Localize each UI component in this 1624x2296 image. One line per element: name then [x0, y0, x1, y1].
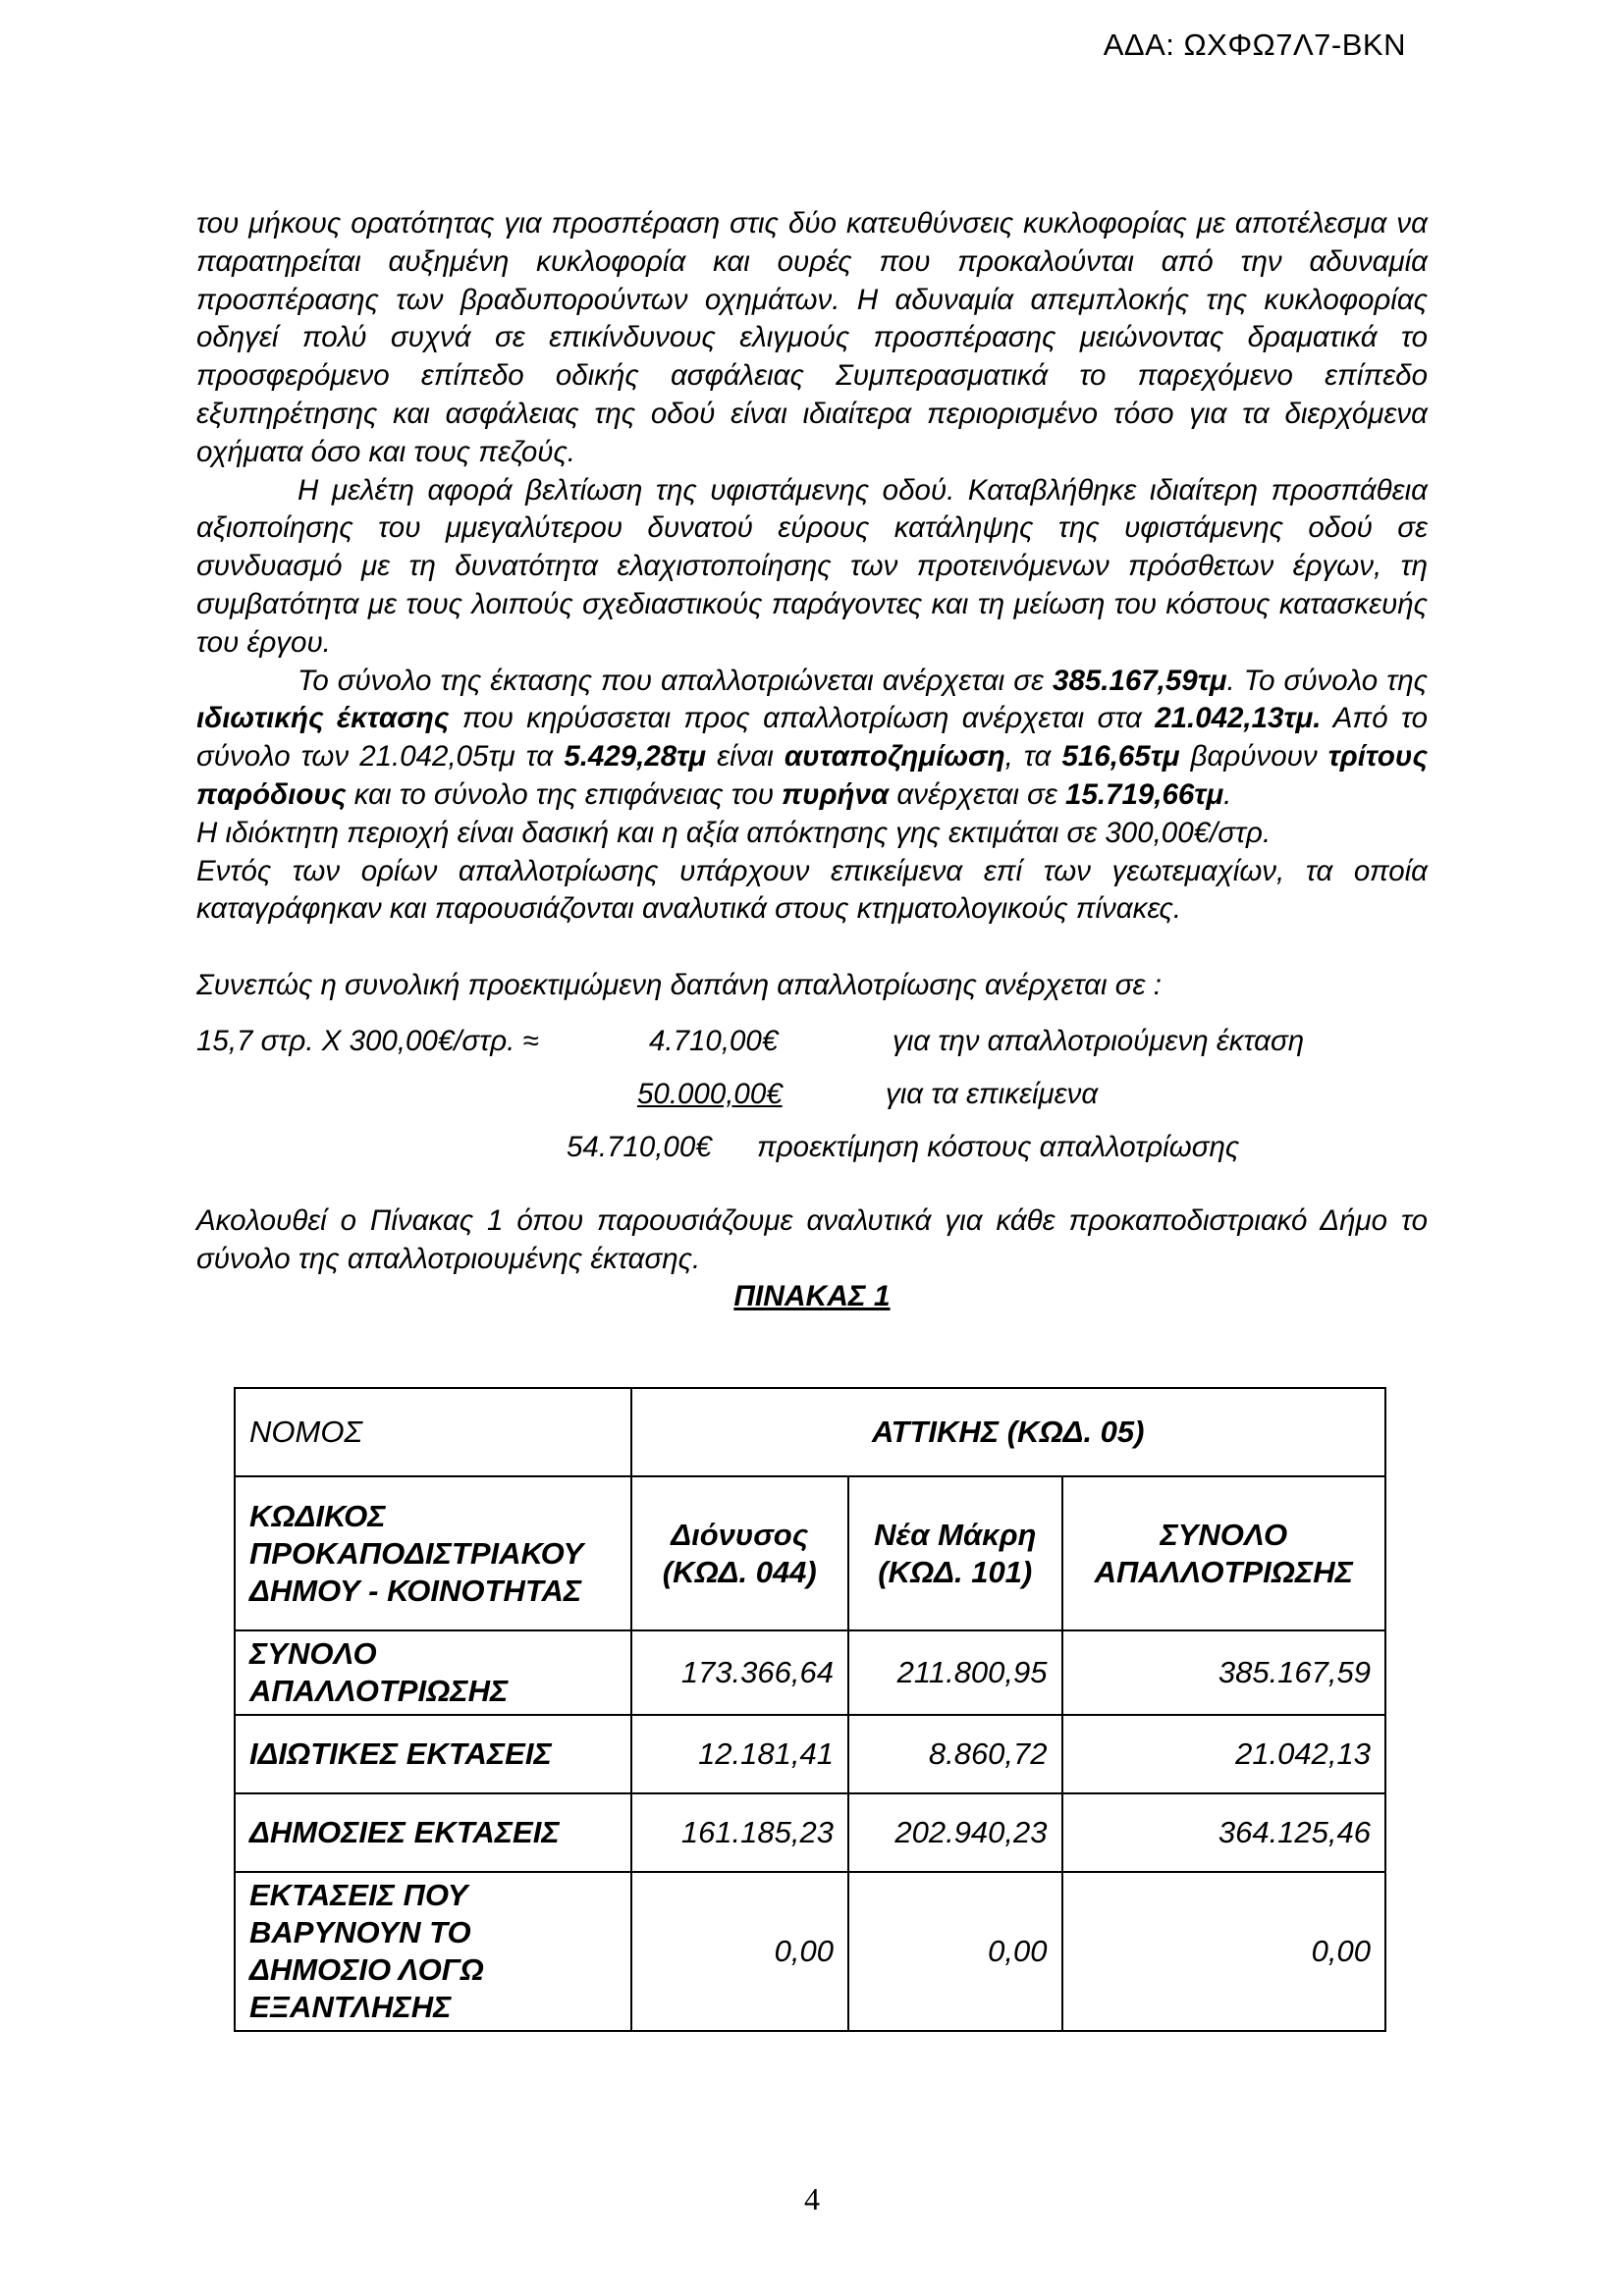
- document-body: [196, 205, 1428, 1314]
- cost-total-amount: 54.710,00€: [567, 1130, 712, 1163]
- self-compensation-term: αυταποζημίωση: [784, 740, 1005, 774]
- paragraph-visibility: του μήκους ορατότητας για προσπέραση στις δύο κατευθύνσεις κυκλοφορίας με αποτέλεσμα να παρατηρείται αυξημένη κυκλοφορία και ουρές που προκαλούνται από την αδυναμία προσπέρασης των βραδυπορούντων οχημάτων. Η αδυναμία απεμπλοκής της κυκλοφορίας οδηγεί πολύ συχνά σε επικίνδυνους ελιγμούς προσπέρασης μειώνοντας δραματικά το προσφερόμενο επίπεδο οδικής ασφάλειας Συμπερασματικά το παρεχόμενο επίπεδο εξυπηρέτησης και ασφάλειας της οδού είναι ιδιαίτερα περιορισμένο τόσο για τα διερχόμενα οχήματα όσο και τους πεζούς.: [196, 207, 1428, 468]
- cost-total-desc: προεκτίμηση κόστους απαλλοτρίωσης: [757, 1130, 1240, 1163]
- column-code: (ΚΩΔ. 101): [878, 1554, 1033, 1589]
- table-row: [235, 1630, 1385, 1715]
- code-label: ΚΩΔΙΚΟΣ ΠΡΟΚΑΠΟΔΙΣΤΡΙΑΚΟΥ ΔΗΜΟΥ - ΚΟΙΝΟΤΗΤΑΣ: [235, 1476, 631, 1630]
- ada-header: ΑΔΑ: ΩΧΦΩ7Λ7-ΒΚΝ: [1103, 27, 1406, 62]
- row-label: ΣΥΝΟΛΟ ΑΠΑΛΛΟΤΡΙΩΣΗΣ: [235, 1630, 631, 1715]
- cell-value: 0,00: [848, 1872, 1062, 2031]
- column-header-total: ΣΥΝΟΛΟ ΑΠΑΛΛΟΤΡΙΩΣΗΣ: [1062, 1476, 1385, 1630]
- column-name: Νέα Μάκρη: [874, 1517, 1037, 1552]
- cost-line-fixtures: [196, 1076, 1428, 1114]
- core-area-value: 15.719,66τμ: [1065, 777, 1224, 811]
- private-area-value: 21.042,13τμ.: [1155, 702, 1322, 735]
- cost-fixtures-desc: για τα επικείμενα: [886, 1077, 1099, 1110]
- paragraph-expropriation-area: [196, 663, 1428, 815]
- paragraph-study: Η μελέτη αφορά βελτίωση της υφιστάμενης οδού. Καταβλήθηκε ιδιαίτερη προσπάθεια αξιοποίησης του μμεγαλύτερου δυνατού εύρους κατάληψης της υφιστάμενης οδού σε συνδυασμό με τη δυνατότητα ελαχιστοποίησης των προτεινόμενων πρόσθετων έργων, τη συμβατότητα με τους λοιπούς σχεδιαστικούς παράγοντες και τη μείωση του κόστους κατασκευής του έργου.: [196, 473, 1428, 659]
- cell-value: 173.366,64: [631, 1630, 848, 1715]
- cost-calculation: 15,7 στρ. Χ 300,00€/στρ. ≈: [196, 1024, 539, 1057]
- column-header-dionysos: [631, 1476, 848, 1630]
- cell-value: 0,00: [1062, 1872, 1385, 2031]
- row-label: ΙΔΙΩΤΙΚΕΣ ΕΚΤΑΣΕΙΣ: [235, 1715, 631, 1793]
- text-segment: Το σύνολο της έκτασης που απαλλοτριώνεται ανέρχεται σε: [298, 664, 1054, 697]
- cell-value: 364.125,46: [1062, 1793, 1385, 1872]
- cost-land-desc: για την απαλλοτριούμενη έκταση: [893, 1024, 1305, 1057]
- table-title: ΠΙΝΑΚΑΣ 1: [733, 1279, 891, 1312]
- row-label: ΔΗΜΟΣΙΕΣ ΕΚΤΑΣΕΙΣ: [235, 1793, 631, 1872]
- page-number: 4: [804, 2181, 820, 2216]
- table-row: [235, 1388, 1385, 1476]
- text-segment: Από το σύνολο των 21.042,05τμ τα: [196, 702, 1428, 774]
- cell-value: 161.185,23: [631, 1793, 848, 1872]
- nomos-label: ΝΟΜΟΣ: [235, 1388, 631, 1476]
- column-header-nea-makri: [848, 1476, 1062, 1630]
- cost-line-land: [196, 1023, 1428, 1061]
- column-code: (ΚΩΔ. 044): [662, 1554, 817, 1589]
- cost-fixtures-amount: 50.000,00€: [637, 1077, 783, 1110]
- cost-line-total: [196, 1129, 1428, 1167]
- nomos-value: ΑΤΤΙΚΗΣ (ΚΩΔ. 05): [631, 1388, 1385, 1476]
- third-parties-value: 516,65τμ: [1061, 740, 1180, 774]
- text-segment: είναι: [706, 740, 785, 774]
- text-segment: .: [1223, 777, 1232, 811]
- self-compensation-value: 5.429,28τμ: [564, 740, 707, 774]
- expropriation-table: [234, 1387, 1386, 2032]
- table-row: [235, 1872, 1385, 2031]
- cell-value: 21.042,13: [1062, 1715, 1385, 1793]
- text-segment: ανέρχεται σε: [889, 777, 1066, 811]
- cell-value: 8.860,72: [848, 1715, 1062, 1793]
- text-segment: , τα: [1004, 740, 1062, 774]
- column-name: Διόνυσος: [671, 1517, 809, 1552]
- paragraph-fixtures: Εντός των ορίων απαλλοτρίωσης υπάρχουν επικείμενα επί των γεωτεμαχίων, τα οποία καταγράφηκαν και παρουσιάζονται αναλυτικά στους κτηματολογικούς πίνακες.: [196, 854, 1428, 926]
- core-term: πυρήνα: [782, 777, 890, 811]
- private-area-term: ιδιωτικής έκτασης: [196, 702, 450, 735]
- table-row: [235, 1793, 1385, 1872]
- total-area-value: 385.167,59τμ: [1053, 664, 1227, 697]
- cost-land-amount: 4.710,00€: [649, 1024, 779, 1057]
- table-row: [235, 1476, 1385, 1630]
- cell-value: 12.181,41: [631, 1715, 848, 1793]
- table-intro: Ακολουθεί ο Πίνακας 1 όπου παρουσιάζουμε αναλυτικά για κάθε προκαποδιστριακό Δήμο το σύνολο της απαλλοτριουμένης έκτασης.: [196, 1203, 1428, 1275]
- text-segment: που κηρύσσεται προς απαλλοτρίωση ανέρχεται στα: [449, 702, 1156, 735]
- cell-value: 202.940,23: [848, 1793, 1062, 1872]
- cell-value: 211.800,95: [848, 1630, 1062, 1715]
- paragraph-land-value: Η ιδιόκτητη περιοχή είναι δασική και η αξία απόκτησης γης εκτιμάται σε 300,00€/στρ.: [196, 816, 1272, 849]
- cell-value: 385.167,59: [1062, 1630, 1385, 1715]
- text-segment: . Το σύνολο της: [1226, 664, 1428, 697]
- row-label: ΕΚΤΑΣΕΙΣ ΠΟΥ ΒΑΡΥΝΟΥΝ ΤΟ ΔΗΜΟΣΙΟ ΛΟΓΩ ΕΞΑΝΤΛΗΣΗΣ: [235, 1872, 631, 2031]
- third-parties-term: τρίτους παρόδιους: [196, 740, 1429, 811]
- text-segment: βαρύνουν: [1179, 740, 1328, 774]
- cell-value: 0,00: [631, 1872, 848, 2031]
- text-segment: και το σύνολο της επιφάνειας του: [346, 777, 783, 811]
- cost-intro: Συνεπώς η συνολική προεκτιμώμενη δαπάνη απαλλοτρίωσης ανέρχεται σε :: [196, 969, 1162, 1002]
- table-row: [235, 1715, 1385, 1793]
